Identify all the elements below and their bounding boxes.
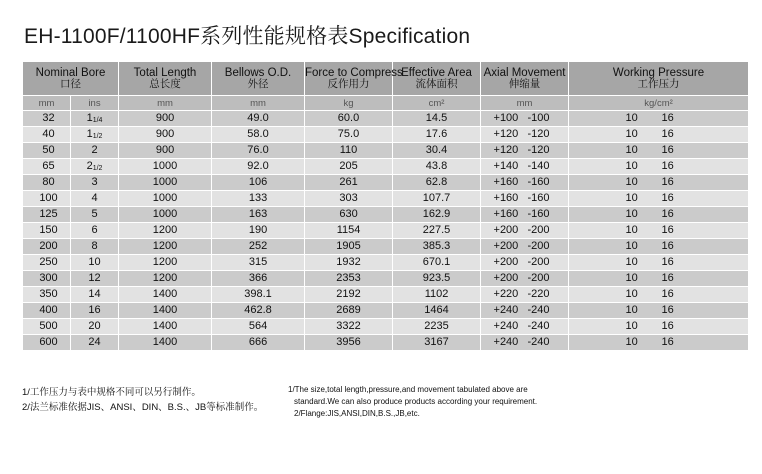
cell-working-pressure	[569, 143, 749, 159]
cell-bore-ins	[71, 207, 119, 223]
cell-total-length: 900	[119, 111, 212, 127]
cell-bore-mm: 80	[23, 175, 71, 191]
table-row	[23, 319, 749, 335]
movement-compression: -200	[527, 224, 550, 236]
table-row	[23, 127, 749, 143]
cell-bore-ins	[71, 255, 119, 271]
cell-force: 1154	[305, 223, 393, 239]
pressure-low: 10	[625, 224, 638, 236]
unit-cell: mm	[481, 96, 569, 111]
bore-ins-whole: 14	[88, 288, 101, 300]
pressure-high: 16	[661, 224, 674, 236]
cell-axial-movement	[481, 287, 569, 303]
cell-working-pressure	[569, 335, 749, 351]
table-row	[23, 239, 749, 255]
movement-extension: +160	[493, 208, 519, 220]
page-title: EH-1100F/1100HF系列性能规格表Specification	[24, 25, 471, 48]
bore-ins-whole: 16	[88, 304, 101, 316]
movement-extension: +200	[493, 224, 519, 236]
unit-cell: kg	[305, 96, 393, 111]
cell-force: 75.0	[305, 127, 393, 143]
pressure-low: 10	[625, 336, 638, 348]
note-en-3: 2/Flange:JIS,ANSI,DIN,B.S.,JB,etc.	[294, 409, 420, 418]
cell-total-length: 1200	[119, 239, 212, 255]
pressure-low: 10	[625, 192, 638, 204]
cell-total-length: 900	[119, 143, 212, 159]
movement-compression: -220	[527, 288, 550, 300]
pressure-low: 10	[625, 160, 638, 172]
table-row	[23, 303, 749, 319]
header-total-length: Total Length 总长度	[119, 62, 212, 96]
movement-extension: +220	[493, 288, 519, 300]
cell-axial-movement	[481, 191, 569, 207]
cell-bore-ins	[71, 191, 119, 207]
pressure-low: 10	[625, 208, 638, 220]
cell-axial-movement	[481, 111, 569, 127]
header-working-pressure: Working Pressure 工作压力	[569, 62, 749, 96]
specification-table	[22, 61, 749, 351]
cell-bellows-od: 76.0	[212, 143, 305, 159]
cell-area: 670.1	[393, 255, 481, 271]
cell-bellows-od: 564	[212, 319, 305, 335]
cell-bore-ins	[71, 271, 119, 287]
pressure-high: 16	[661, 112, 674, 124]
movement-extension: +160	[493, 192, 519, 204]
cell-area: 162.9	[393, 207, 481, 223]
cell-axial-movement	[481, 303, 569, 319]
cell-bore-mm: 150	[23, 223, 71, 239]
cell-total-length: 1200	[119, 255, 212, 271]
movement-extension: +200	[493, 256, 519, 268]
cell-force: 303	[305, 191, 393, 207]
cell-bore-ins	[71, 159, 119, 175]
bore-ins-whole: 3	[91, 176, 98, 188]
cell-force: 2192	[305, 287, 393, 303]
movement-compression: -120	[527, 144, 550, 156]
movement-extension: +200	[493, 240, 519, 252]
cell-bellows-od: 58.0	[212, 127, 305, 143]
cell-working-pressure	[569, 271, 749, 287]
table-header-row	[23, 62, 749, 96]
cell-bellows-od: 106	[212, 175, 305, 191]
header-bellows-od: Bellows O.D. 外径	[212, 62, 305, 96]
cell-axial-movement	[481, 255, 569, 271]
pressure-high: 16	[661, 272, 674, 284]
cell-bore-ins	[71, 239, 119, 255]
movement-extension: +160	[493, 176, 519, 188]
cell-bellows-od: 315	[212, 255, 305, 271]
cell-bore-mm: 250	[23, 255, 71, 271]
table-row	[23, 111, 749, 127]
pressure-low: 10	[625, 320, 638, 332]
cell-bore-mm: 500	[23, 319, 71, 335]
table-row	[23, 223, 749, 239]
bore-ins-whole: 2	[91, 144, 98, 156]
unit-cell: mm	[23, 96, 71, 111]
cell-bore-ins	[71, 335, 119, 351]
cell-total-length: 1000	[119, 207, 212, 223]
cell-bellows-od: 462.8	[212, 303, 305, 319]
movement-extension: +120	[493, 128, 519, 140]
cell-area: 3167	[393, 335, 481, 351]
cell-bellows-od: 398.1	[212, 287, 305, 303]
cell-working-pressure	[569, 175, 749, 191]
movement-extension: +240	[493, 320, 519, 332]
unit-cell: cm²	[393, 96, 481, 111]
movement-compression: -240	[527, 304, 550, 316]
cell-area: 385.3	[393, 239, 481, 255]
cell-area: 17.6	[393, 127, 481, 143]
cell-bore-ins	[71, 143, 119, 159]
pressure-high: 16	[661, 320, 674, 332]
cell-total-length: 1200	[119, 223, 212, 239]
cell-area: 923.5	[393, 271, 481, 287]
movement-compression: -240	[527, 336, 550, 348]
table-row	[23, 143, 749, 159]
notes-english	[288, 384, 537, 420]
cell-force: 1905	[305, 239, 393, 255]
pressure-high: 16	[661, 240, 674, 252]
pressure-high: 16	[661, 160, 674, 172]
pressure-high: 16	[661, 128, 674, 140]
cell-area: 1464	[393, 303, 481, 319]
cell-bore-mm: 32	[23, 111, 71, 127]
cell-bore-ins	[71, 111, 119, 127]
cell-area: 30.4	[393, 143, 481, 159]
unit-cell: mm	[119, 96, 212, 111]
cell-axial-movement	[481, 335, 569, 351]
movement-compression: -160	[527, 208, 550, 220]
bore-ins-fraction: 1/4	[92, 116, 103, 124]
cell-total-length: 1000	[119, 175, 212, 191]
pressure-high: 16	[661, 304, 674, 316]
movement-compression: -200	[527, 272, 550, 284]
pressure-high: 16	[661, 176, 674, 188]
cell-force: 2353	[305, 271, 393, 287]
cell-total-length: 1400	[119, 319, 212, 335]
pressure-low: 10	[625, 288, 638, 300]
movement-compression: -120	[527, 128, 550, 140]
table-row	[23, 175, 749, 191]
pressure-low: 10	[625, 240, 638, 252]
notes-chinese	[22, 385, 263, 415]
cell-working-pressure	[569, 319, 749, 335]
cell-axial-movement	[481, 175, 569, 191]
header-nominal-bore: Nominal Bore 口径	[23, 62, 119, 96]
cell-working-pressure	[569, 255, 749, 271]
movement-extension: +200	[493, 272, 519, 284]
movement-compression: -160	[527, 192, 550, 204]
bore-ins-fraction: 1/2	[92, 164, 103, 172]
cell-bellows-od: 49.0	[212, 111, 305, 127]
unit-cell: kg/cm²	[569, 96, 749, 111]
pressure-high: 16	[661, 144, 674, 156]
cell-force: 110	[305, 143, 393, 159]
unit-cell: ins	[71, 96, 119, 111]
cell-working-pressure	[569, 127, 749, 143]
cell-working-pressure	[569, 239, 749, 255]
cell-total-length: 1400	[119, 303, 212, 319]
cell-axial-movement	[481, 159, 569, 175]
cell-total-length: 1400	[119, 287, 212, 303]
cell-force: 3322	[305, 319, 393, 335]
movement-compression: -200	[527, 240, 550, 252]
note-en-2: standard.We can also produce products according your requirement.	[294, 397, 538, 406]
cell-working-pressure	[569, 207, 749, 223]
cell-force: 1932	[305, 255, 393, 271]
pressure-low: 10	[625, 176, 638, 188]
pressure-low: 10	[625, 256, 638, 268]
note-cn-1: 1/工作压力与表中规格不同可以另行制作。	[22, 387, 201, 398]
pressure-low: 10	[625, 144, 638, 156]
cell-area: 43.8	[393, 159, 481, 175]
cell-bellows-od: 252	[212, 239, 305, 255]
cell-force: 261	[305, 175, 393, 191]
cell-bellows-od: 666	[212, 335, 305, 351]
cell-bellows-od: 92.0	[212, 159, 305, 175]
cell-bellows-od: 190	[212, 223, 305, 239]
table-row	[23, 191, 749, 207]
cell-total-length: 900	[119, 127, 212, 143]
cell-axial-movement	[481, 223, 569, 239]
movement-extension: +100	[493, 112, 519, 124]
bore-ins-whole: 5	[91, 208, 98, 220]
cell-area: 14.5	[393, 111, 481, 127]
cell-axial-movement	[481, 143, 569, 159]
movement-extension: +240	[493, 304, 519, 316]
movement-extension: +120	[493, 144, 519, 156]
bore-ins-whole: 24	[88, 336, 101, 348]
cell-bore-mm: 400	[23, 303, 71, 319]
cell-force: 3956	[305, 335, 393, 351]
cell-bore-mm: 300	[23, 271, 71, 287]
bore-ins-whole: 6	[91, 224, 98, 236]
cell-bore-ins	[71, 223, 119, 239]
movement-compression: -240	[527, 320, 550, 332]
cell-bore-mm: 200	[23, 239, 71, 255]
cell-bellows-od: 163	[212, 207, 305, 223]
cell-total-length: 1200	[119, 271, 212, 287]
cell-bore-ins	[71, 287, 119, 303]
table-row	[23, 335, 749, 351]
pressure-low: 10	[625, 112, 638, 124]
cell-bore-ins	[71, 175, 119, 191]
table-row	[23, 271, 749, 287]
movement-compression: -200	[527, 256, 550, 268]
bore-ins-whole: 1	[86, 111, 93, 124]
cell-total-length: 1000	[119, 159, 212, 175]
table-row	[23, 159, 749, 175]
bore-ins-whole: 4	[91, 192, 98, 204]
pressure-low: 10	[625, 272, 638, 284]
pressure-high: 16	[661, 336, 674, 348]
cell-bore-ins	[71, 319, 119, 335]
cell-area: 227.5	[393, 223, 481, 239]
cell-working-pressure	[569, 223, 749, 239]
bore-ins-whole: 1	[86, 127, 93, 140]
pressure-low: 10	[625, 128, 638, 140]
cell-force: 630	[305, 207, 393, 223]
cell-axial-movement	[481, 271, 569, 287]
table-units-row	[23, 96, 749, 111]
table-row	[23, 287, 749, 303]
cell-working-pressure	[569, 111, 749, 127]
table-body	[23, 111, 749, 351]
cell-axial-movement	[481, 239, 569, 255]
movement-extension: +140	[493, 160, 519, 172]
bore-ins-whole: 2	[86, 159, 93, 172]
cell-area: 2235	[393, 319, 481, 335]
cell-bore-mm: 100	[23, 191, 71, 207]
table-row	[23, 255, 749, 271]
cell-bore-mm: 125	[23, 207, 71, 223]
pressure-low: 10	[625, 304, 638, 316]
pressure-high: 16	[661, 288, 674, 300]
pressure-high: 16	[661, 208, 674, 220]
bore-ins-whole: 10	[88, 256, 101, 268]
header-effective-area: Effective Area 流体面积	[393, 62, 481, 96]
cell-bore-ins	[71, 127, 119, 143]
cell-force: 205	[305, 159, 393, 175]
cell-area: 107.7	[393, 191, 481, 207]
note-cn-2: 2/法兰标准依据JIS、ANSI、DIN、B.S.、JB等标准制作。	[22, 402, 264, 413]
cell-bellows-od: 366	[212, 271, 305, 287]
bore-ins-whole: 8	[91, 240, 98, 252]
bore-ins-whole: 12	[88, 272, 101, 284]
header-force-to-compress: Force to Compress 反作用力	[305, 62, 393, 96]
pressure-high: 16	[661, 192, 674, 204]
cell-axial-movement	[481, 207, 569, 223]
cell-area: 1102	[393, 287, 481, 303]
cell-working-pressure	[569, 287, 749, 303]
note-en-1: 1/The size,total length,pressure,and movement tabulated above are	[288, 385, 528, 394]
cell-bore-mm: 600	[23, 335, 71, 351]
cell-force: 2689	[305, 303, 393, 319]
cell-working-pressure	[569, 191, 749, 207]
movement-compression: -140	[527, 160, 550, 172]
cell-bore-mm: 50	[23, 143, 71, 159]
cell-working-pressure	[569, 159, 749, 175]
cell-bore-mm: 40	[23, 127, 71, 143]
cell-bore-mm: 350	[23, 287, 71, 303]
cell-bellows-od: 133	[212, 191, 305, 207]
cell-area: 62.8	[393, 175, 481, 191]
pressure-high: 16	[661, 256, 674, 268]
cell-working-pressure	[569, 303, 749, 319]
bore-ins-fraction: 1/2	[92, 132, 103, 140]
unit-cell: mm	[212, 96, 305, 111]
cell-bore-mm: 65	[23, 159, 71, 175]
table-row	[23, 207, 749, 223]
bore-ins-whole: 20	[88, 320, 101, 332]
cell-axial-movement	[481, 319, 569, 335]
cell-axial-movement	[481, 127, 569, 143]
movement-compression: -160	[527, 176, 550, 188]
movement-compression: -100	[527, 112, 550, 124]
cell-total-length: 1400	[119, 335, 212, 351]
cell-force: 60.0	[305, 111, 393, 127]
movement-extension: +240	[493, 336, 519, 348]
cell-total-length: 1000	[119, 191, 212, 207]
cell-bore-ins	[71, 303, 119, 319]
header-axial-movement: Axial Movement 伸缩量	[481, 62, 569, 96]
